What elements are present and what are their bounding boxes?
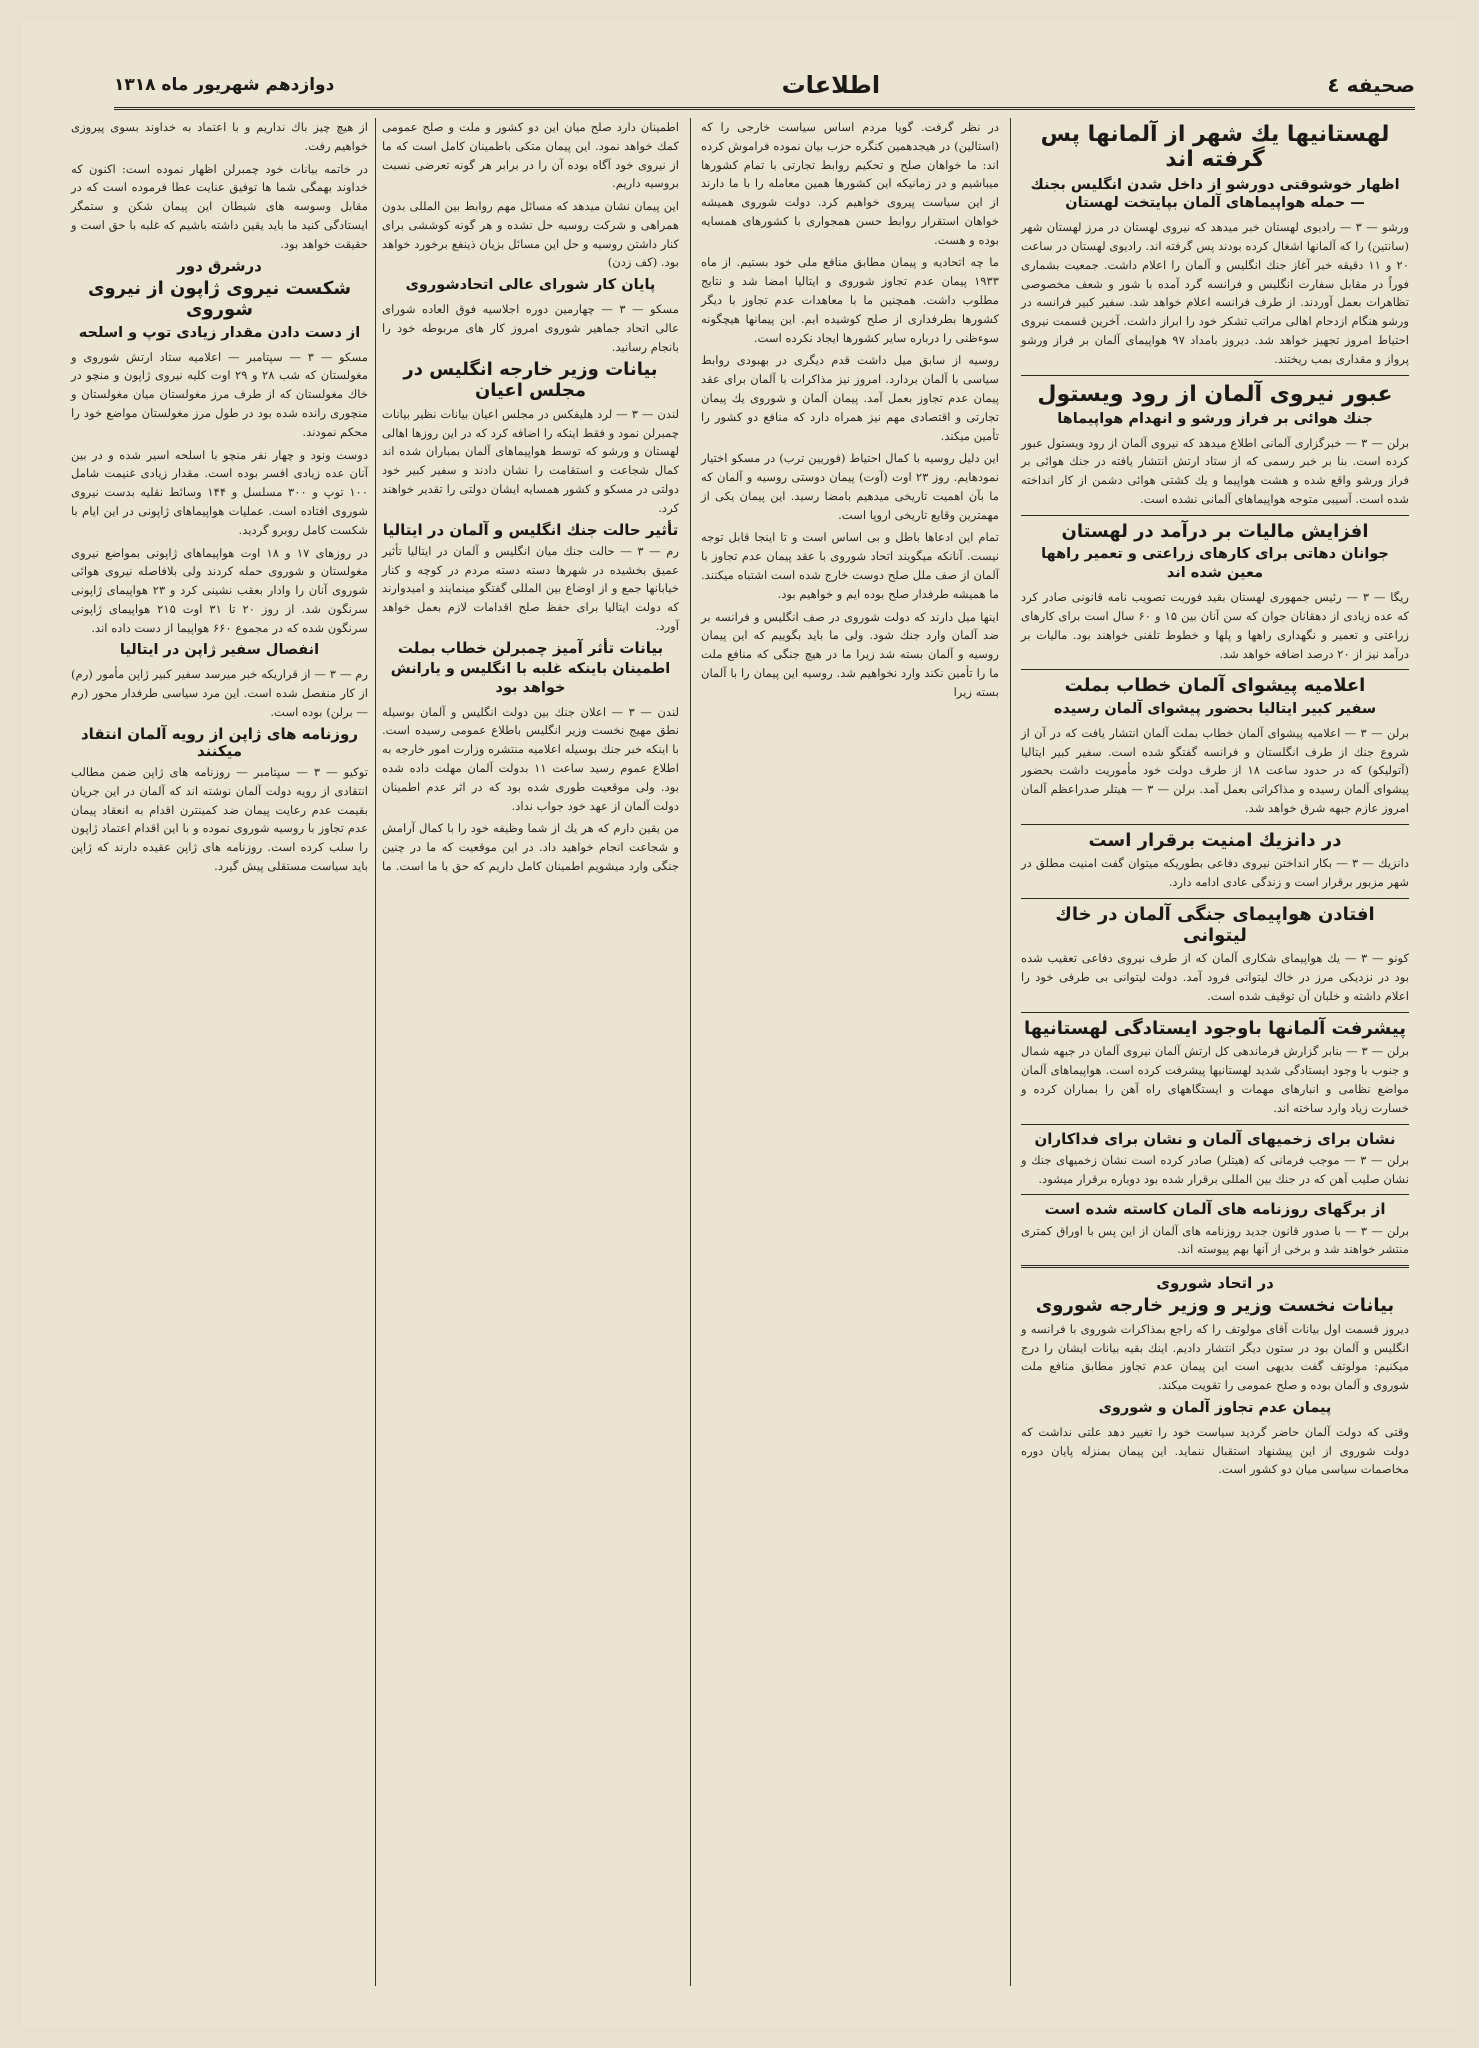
headline-japan-defeat: شکست نیروی ژاپون از نیروی شوروی — [87, 278, 352, 321]
article-chamberlain-2: من یقین دارم که هر یك از شما وظیفه خود را با کمال آرامش و شجاعت انجام خواهید داد. در این موقعیت که ما در چنین جنگی وارد میشویم اطمینان کامل داریم که حق با ما است. ما از هیچ چیز باك نداریم و با اعتماد به خداوند بسوی پیروزی خواهیم رفت. — [71, 120, 679, 873]
newspaper-name: اطلاعات — [781, 70, 881, 99]
headline-lithuania-plane: افتادن هواپیمای جنگی آلمان در خاك لیتوانی — [1055, 903, 1375, 946]
article-medals: برلن — ۳ — موجب فرمانی که (هیتلر) صادر کرده است نشان زخمیهای جنك و نشان صلیب آهن که در جنك بین المللی برقرار شده بود دوباره برقرار میشود. — [1021, 1152, 1409, 1186]
article-soviet-policy-1: در نظر گرفت. گویا مردم اساس سیاست خارجی را که (استالین) در هیجدهمین کنگره حزب بیان نموده فراموش کرده اند: ما خواهان صلح و تحکیم روابط تجارتی با تمام کشورها میباشیم و در زمانیکه این کشورها همین معامله را با ما دارند از این سیاست پیروی خواهیم کرد. دولت شوروی همیشه خواهان استقرار روابط حسن همجواری با کشورهای همسایه بوده و هست. — [701, 120, 999, 247]
article-chamberlain-3: در خاتمه بیانات خود چمبرلن اظهار نموده است: اکنون که خداوند بهمگی شما ها توفیق عنایت عطا فرموده است که در مقابل وسوسه های شیطان این پیمان شکن و ستمگر ایستادگی کنید ما باید یقین داشته باشیم که غلبه با حق است و حقیقت خواهد بود. — [71, 161, 368, 251]
article-japan-defeat-1: مسکو — ۳ — سپتامبر — اعلامیه ستاد ارتش شوروی و مغولستان که شب ۲۸ و ۲۹ اوت کلیه نیروی ژاپون و منچو در خاك مغولستان که از طرف مرز مغولستان میان مغولستان و منچوری رانده شده بود در طول مرز مغولستان مواضع خود را محکم نمودند. — [71, 349, 368, 439]
headline-soviet-pm: بیانات نخست وزیر و وزیر خارجه شوروی — [1035, 1295, 1395, 1317]
article-soviet-pm: دیروز قسمت اول بیانات آقای مولوتف را که راجع بمذاکرات شوروی با فرانسه و انگلیس و آلمان بود در ستون دیگر انتشار دادیم. اینك بقیه بیانات ایشان را درج میکنیم: مولوتف گفت بدیهی است این پیمان عدم تجاوز مطابق منافع ملت شوروی و آلمان بوده و صلح عمومی را تقویت میکند. — [1021, 1321, 1409, 1393]
page-number: صحیفه ٤ — [1327, 72, 1415, 97]
subhead-tax-poland: جوانان دهاتی برای کارهای زراعتی و تعمیر راهها معین شده اند — [1041, 546, 1389, 582]
newspaper-page — [22, 22, 1457, 2026]
column-middle — [695, 118, 1005, 1986]
headline-italy-effect: تأثیر حالت جنك انگلیس و آلمان در ایتالیا — [382, 520, 679, 539]
article-nonaggression: وقتی که دولت آلمان حاضر گردید سیاست خود را تغییر دهد علتی نداشت که دولت شوروی از این پیشنهاد استقبال ننماید. این پیمان بمنزله پایان دوره مخاصمات سیاسی میان دو کشور است. — [1021, 1424, 1409, 1477]
subhead-poland-recapture: اظهار خوشوقتی دورشو از داخل شدن انگلیس بجنك — حمله هواپیماهای آلمان بپایتخت لهستان — [1030, 176, 1400, 212]
article-vistula: برلن — ۳ — خبرگزاری آلمانی اطلاع میدهد که نیروی آلمان از رود ویستول عبور کرده است. بنا بر خبر رسمی که از ستاد ارتش انتشار یافته در جنك هوائی بر فراز ورشو واقع شده و هشت هواپیما و یك کشتی هوائی دشمن از کار انداخته شده است. آسیبی متوجه هواپیماهای آلمانی نشده است. — [1021, 435, 1409, 507]
headline-danzig: در دانزیك امنیت برقرار است — [1088, 829, 1342, 851]
section-ussr: در اتحاد شوروی — [1156, 1274, 1274, 1293]
subhead-japan-defeat: از دست دادن مقدار زیادی توپ و اسلحه — [78, 324, 361, 341]
article-italy-effect: رم — ۳ — حالت جنك میان انگلیس و آلمان در ایتالیا تأثیر عمیق بخشیده در شهرها دسته دسته مردم در کوچه و کنار خیابانها جمع و از اوضاع بین المللی گفتگو مینمایند و امیدوارند که دولت ایتالیا برای حفظ صلح اقدامات لازم بعمل خواهد آورد. — [382, 543, 679, 633]
subhead-nonaggression: پیمان عدم تجاوز آلمان و شوروی — [1098, 1399, 1332, 1416]
article-poland-recapture: ورشو — ۳ — رادیوی لهستان خبر میدهد که نیروی لهستان در مرز لهستان شهر (سانتین) را که آلمانها اشغال کرده بودند پس گرفته اند. رادیوی لهستان در ساعت ۲۰ و ۱۱ دقیقه خبر آغاز جنك انگلیس و آلمان را اعلام داشت. جمعیت بشماری فوراً در مقابل سفارت انگلیس و فرانسه گرد آمده با شور و شعف مخصوصی تظاهرات بعمل آوردند. از طرف فرانسه اعلام خواهد شد. سفیر کبیر فرانسه در ورشو هنگام ازدحام اهالی مراتب تشکر خود را ابراز داشت. آخرین قسمت نیروی احتیاط امروز تجهیز خواهد شد. دیروز بامداد ۹۷ هواپیمای آلمان بر فراز ورشو پرواز و مقداری بمب ریختند. — [1021, 220, 1409, 366]
article-tax-poland: ریگا — ۳ — رئیس جمهوری لهستان بقید فوریت تصویب نامه قانونی صادر کرد که عده زیادی از دهقانان جوان که سن آنان بین ۱۵ و ۶۰ سال است برای کارهای زراعتی و تعمیر و نگهداری راهها و پلها و خطوط تلفنی خواهند بود. مالیات بر درآمد نیز از ۲۰ درصد اضافه خواهد شد. — [1021, 590, 1409, 661]
article-soviet-end-2: این پیمان نشان میدهد که مسائل مهم روابط بین المللی بدون همراهی و شرکت روسیه حل نشده و هر گونه کوششی برای کنار داشتن روسیه و حل این مسائل بزیان ذینفع برخورد خواهد بود. (کف زدن) — [382, 199, 679, 270]
column-rule — [690, 118, 691, 1986]
article-soviet-policy-5: تمام این ادعاها باطل و بی اساس است و تا اینجا قابل توجه نیست. آنانکه میگویند اتحاد شوروی با عقد پیمان عدم تجاوز با آلمان از صف ملل صلح دوست خارج شده است اشتباه میکنند. ما همیشه طرفدار صلح بوده ایم و خواهیم بود. — [701, 530, 999, 601]
headline-medals: نشان برای زخمیهای آلمان و نشان برای فداکاران — [1034, 1129, 1396, 1148]
article-soviet-policy-6: اینها میل دارند که دولت شوروی در صف انگلیس و فرانسه بر ضد آلمان وارد جنك شود. ولی ما باید بگوییم که این پیمان روسیه و آلمان بسته شد زیرا ما در هیچ جنگی که منافع ملت ما را تأمین نکند وارد نخواهیم شد. روسیه این پیمان را با آلمان بسته زیرا — [701, 609, 999, 699]
column-right — [1015, 118, 1415, 1986]
headline-newspaper-pages: از برگهای روزنامه های آلمان کاسته شده است — [1044, 1200, 1386, 1219]
headline-german-advance: پیشرفت آلمانها باوجود ایستادگی لهستانیها — [1024, 1017, 1406, 1039]
issue-date: دوازدهم شهریور ماه ۱۳۱۸ — [114, 74, 335, 95]
article-halifax: لندن — ۳ — لرد هلیفکس در مجلس اعیان بیانات نظیر بیانات چمبرلن نمود و فقط اینکه را اضافه کرد که در این روزها اهالی لهستان و ورشو که توسط هواپیماهای آلمان بمباران شده اند کمال شجاعت و استقامت را نشان دادند و سفیر کبیر خود دولتی در مسکو و کشور همسایه ایشان دولتی را تقدیر خواهند کرد. — [382, 406, 679, 515]
article-newspaper-pages: برلن — ۳ — با صدور قانون جدید روزنامه های آلمان از این پس با اوراق کمتری منتشر خواهند شد و برخی از آنها بهم پیوسته اند. — [1021, 1223, 1409, 1257]
article-german-advance: برلن — ۳ — بنابر گزارش فرماندهی کل ارتش آلمان نیروی آلمان در جبهه شمال و جنوب با وجود ایستادگی شدید لهستانیها پیشرفت کرده است. هواپیماهای آلمان مواضع نظامی و انبارهای مهمات و ایستگاههای راه آهن را بمباران کرده و خسارت زیاد وارد ساخته اند. — [1021, 1044, 1409, 1115]
article-japan-defeat-3: در روزهای ۱۷ و ۱۸ اوت هواپیماهای ژاپونی بمواضع نیروی مغولستان و شوروی حمله کردند ولی بلافاصله نیروی هوائی شوروی آنان را وادار بعقب نشینی کرد و ۲۳ هواپیمای ژاپونی سرنگون شد. از روز ۲۰ تا ۳۱ اوت ۲۱۵ هواپیمای ژاپونی سرنگون شده که در مجموع ۶۶۰ هواپیما از دست داده اند. — [71, 545, 369, 635]
headline-vistula: عبور نیروی آلمان از رود ویستول — [1037, 381, 1393, 407]
article-japan-defeat-2: دوست ونود و چهار نفر منچو با اسلحه اسیر شده و در بین آنان عده زیادی افسر بوده است. مقدار زیادی غنیمت شامل ۱۰۰ توپ و ۳۰۰ مسلسل و ۱۴۴ وسائط نقلیه بدست نیروی شوروی افتاده است. عملیات هواپیماهای ژاپونی در این ایام با شکست کامل روبرو گردید. — [71, 447, 368, 537]
article-danzig: دانزیك — ۳ — بکار انداختن نیروی دفاعی بطوریکه میتوان گفت امنیت مطلق در شهر مزبور برقرار است و زندگی عادی ادامه دارد. — [1021, 856, 1409, 890]
article-soviet-end-1: اطمینان دارد صلح میان این دو کشور و ملت و صلح عمومی کمك خواهد نمود. این پیمان متکی باطمینان کامل است که ما از نیروی خود آگاه بوده آن را در برابر هر گونه تعرضی نسبت بروسیه داریم. — [382, 120, 679, 191]
masthead — [114, 62, 1415, 110]
headline-chamberlain: بیانات تأثر آمیز چمبرلن خطاب بملت — [397, 638, 664, 657]
subhead-vistula: جنك هوائی بر فراز ورشو و انهدام هواپیماها — [1057, 410, 1373, 427]
article-japan-ambassador: رم — ۳ — از قراریکه خبر میرسد سفیر کبیر ژاپن مأمور (رم) از کار منفصل شده است. این مرد سیاسی طرفدار محور (رم — برلن) بوده است. — [71, 667, 368, 719]
headline-japan-press: روزنامه های ژاپن از رویه آلمان انتقاد میکنند — [80, 724, 359, 760]
article-chamberlain-1: لندن — ۳ — اعلان جنك بین دولت انگلیس و آلمان بوسیله نطق مهیج نخست وزیر انگلیس باطلاع عمومی رسیده است. با اینکه خبر جنك بوسیله اعلامیه منتشره وزارت امور خارجه به اطلاع عموم رسید ساعت ۱۱ بدولت آلمان مهلت داده شده بود. ولی موقعیت طوری شده بود که در اثر عدم اطمینان دولت آلمان از عهد خود جواب نداد. — [382, 704, 680, 813]
headline-tax-poland: افزایش مالیات بر درآمد در لهستان — [1061, 520, 1369, 542]
article-japan-press: توکیو — ۳ — سپتامبر — روزنامه های ژاپن ضمن مطالب انتقادی از رویه دولت آلمان نوشته اند که آلمان در این جریان بقیمت عدم رعایت پیمان ضد کمینترن اقدام به انعقاد پیمان عدم تجاوز با روسیه شوروی نموده و با این اقدام اعتماد ژاپون را سلب کرده است. روزنامه های ژاپن عقیده دارند که ژاپن باید سیاست مستقلی پیش گیرد. — [71, 765, 368, 873]
section-far-east: درشرق دور — [177, 257, 262, 276]
article-hitler-declaration: برلن — ۳ — اعلامیه پیشوای آلمان خطاب بملت آلمان انتشار یافت که در آن از شروع جنك از طرف انگلستان و فرانسه گفتگو شده است. سفیر کبیر ایتالیا (آتولیکو) که در حدود ساعت ۱۸ از طرف دولت خود مأموریت داشت بحضور پیشوای آلمان رسیده و مذاکراتی بعمل آمد. برلن — ۳ — هیتلر صدراعظم آلمان امروز عازم جبهه شرق خواهد شد. — [1021, 725, 1410, 815]
article-lithuania-plane: کونو — ۳ — یك هواپیمای شکاری آلمان که از طرف نیروی دفاعی تعقیب شده بود در نزدیکی مرز در خاك لیتوانی فرود آمد. دولت لیتوانی بی طرفی خود را اعلام داشته و خلبان آن توقیف شده است. — [1021, 951, 1409, 1003]
column-rule — [1010, 118, 1011, 1986]
subhead-hitler-declaration: سفیر کبیر ایتالیا بحضور پیشوای آلمان رسیده — [1053, 700, 1377, 717]
headline-japan-ambassador: انفصال سفیر ژاپن در ایتالیا — [119, 642, 320, 659]
subhead-chamberlain: اطمینان باینکه غلبه با انگلیس و یارانش خواهد بود — [390, 660, 671, 696]
article-soviet-policy-2: ما چه اتحادیه و پیمان مطابق منافع ملی خود بستیم. از ماه ۱۹۳۳ پیمان عدم تجاوز شوروی و ایتالیا امضا شد و نتایج مطلوب داشت. همچنین ما با معاهدات عدم تجاوز با دیگر کشورها بطرفداری از صلح کوشیده ایم. این پیمانها هیچگونه سوءظنی را درباره سایر کشورها ایجاد نکرده است. — [701, 255, 999, 345]
article-soviet-policy-3: روسیه از سابق میل داشت قدم دیگری در بهبودی روابط سیاسی با آلمان بردارد. امروز نیز مذاکرات با آلمان برای عقد پیمان عدم تجاوز بعمل آمد. پیمان آلمان و شوروی یك پیمان تجارتی و اقتصادی مهم نیز همراه دارد که منافع دو کشور را تأمین میکند. — [701, 353, 999, 443]
headline-hitler-declaration: اعلامیه پیشوای آلمان خطاب بملت — [1064, 675, 1366, 697]
headline-supreme-council: پایان کار شورای عالی اتحادشوروی — [405, 277, 656, 294]
column-left — [65, 118, 685, 1986]
article-soviet-policy-4: این دلیل روسیه با کمال احتیاط (فوریین ترب) در مسکو اختیار نمودهایم. روز ۲۳ اوت (آوت) پیمان دوستی روسیه و آلمان که ما بآن اهمیت تاریخی میدهیم بامضا رسید. این پیمان یکی از مهمترین وقایع تاریخی اروپا است. — [701, 451, 999, 522]
headline-halifax: بیانات وزیر خارجه انگلیس در مجلس اعیان — [403, 359, 658, 402]
headline-poland-recapture: لهستانیها یك شهر از آلمانها پس گرفته اند — [1040, 122, 1390, 173]
article-supreme-council: مسکو — ۳ — چهارمین دوره اجلاسیه فوق العاده شورای عالی اتحاد جماهیر شوروی امروز کار های مربوطه خود را بانجام رسانید. — [382, 302, 679, 354]
